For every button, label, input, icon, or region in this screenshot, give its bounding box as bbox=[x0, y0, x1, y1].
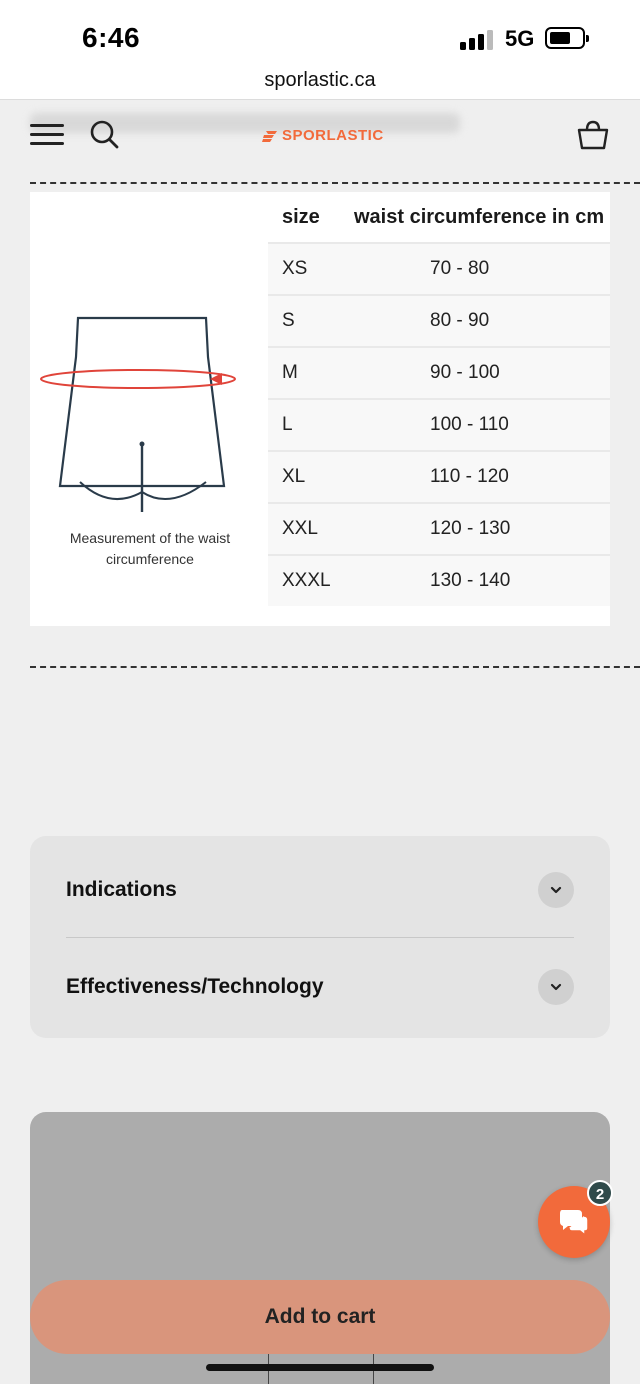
accordion-indications[interactable] bbox=[66, 861, 574, 919]
expand-button[interactable] bbox=[538, 969, 574, 1005]
waist-diagram bbox=[30, 192, 268, 626]
battery-icon bbox=[545, 27, 585, 49]
range-cell: 100 - 110 bbox=[430, 414, 509, 435]
range-cell: 70 - 80 bbox=[430, 258, 490, 279]
range-cell: 90 - 100 bbox=[430, 362, 500, 383]
accordion-effectiveness[interactable] bbox=[66, 958, 574, 1016]
accordion-label: Indications bbox=[66, 878, 177, 901]
divider-bottom bbox=[30, 666, 640, 668]
add-to-cart-button[interactable] bbox=[30, 1280, 610, 1354]
table-row bbox=[268, 398, 610, 450]
network-label: 5G bbox=[505, 26, 535, 51]
table-row bbox=[268, 554, 610, 606]
search-icon[interactable] bbox=[89, 119, 119, 149]
table-row bbox=[268, 346, 610, 398]
status-bar bbox=[0, 0, 640, 62]
size-cell: L bbox=[282, 414, 293, 435]
logo-mark-icon bbox=[262, 129, 278, 143]
table-row bbox=[268, 502, 610, 554]
add-to-cart-label: Add to cart bbox=[264, 1305, 376, 1328]
torso-illustration bbox=[30, 192, 268, 522]
range-cell: 80 - 90 bbox=[430, 310, 490, 331]
chevron-down-icon bbox=[549, 981, 563, 993]
logo-text: SPORLASTIC bbox=[282, 127, 384, 144]
expand-button[interactable] bbox=[538, 872, 574, 908]
diagram-caption: Measurement of the waist circumference bbox=[69, 530, 231, 567]
size-cell: XXXL bbox=[282, 570, 331, 591]
size-cell: XXL bbox=[282, 518, 318, 539]
table-row bbox=[268, 242, 610, 294]
range-cell: 110 - 120 bbox=[430, 466, 509, 487]
status-time: 6:46 bbox=[82, 22, 141, 53]
chat-badge: 2 bbox=[587, 1180, 613, 1206]
size-cell: S bbox=[282, 310, 295, 331]
table-row bbox=[268, 450, 610, 502]
table-row bbox=[268, 294, 610, 346]
cart-icon[interactable] bbox=[576, 119, 610, 151]
column-header-size: size bbox=[282, 206, 320, 228]
chevron-down-icon bbox=[549, 884, 563, 896]
size-cell: XL bbox=[282, 466, 306, 487]
range-cell: 120 - 130 bbox=[430, 518, 511, 539]
size-cell: M bbox=[282, 362, 298, 383]
url-bar[interactable] bbox=[0, 62, 640, 100]
table-header bbox=[268, 192, 610, 242]
range-cell: 130 - 140 bbox=[430, 570, 511, 591]
product-accordion bbox=[30, 836, 610, 1038]
url-text: sporlastic.ca bbox=[264, 69, 376, 91]
chat-icon bbox=[558, 1207, 590, 1237]
accordion-divider bbox=[66, 937, 574, 938]
brand-logo[interactable] bbox=[262, 127, 384, 144]
size-table bbox=[268, 192, 610, 606]
size-cell: XS bbox=[282, 258, 308, 279]
signal-icon bbox=[460, 28, 494, 50]
home-indicator bbox=[206, 1364, 434, 1371]
divider-top bbox=[30, 182, 640, 184]
accordion-label: Effectiveness/Technology bbox=[66, 975, 324, 998]
site-header bbox=[0, 101, 640, 167]
size-chart bbox=[30, 192, 610, 626]
column-header-waist: waist circumference in cm bbox=[354, 206, 605, 228]
menu-icon[interactable] bbox=[30, 124, 64, 146]
